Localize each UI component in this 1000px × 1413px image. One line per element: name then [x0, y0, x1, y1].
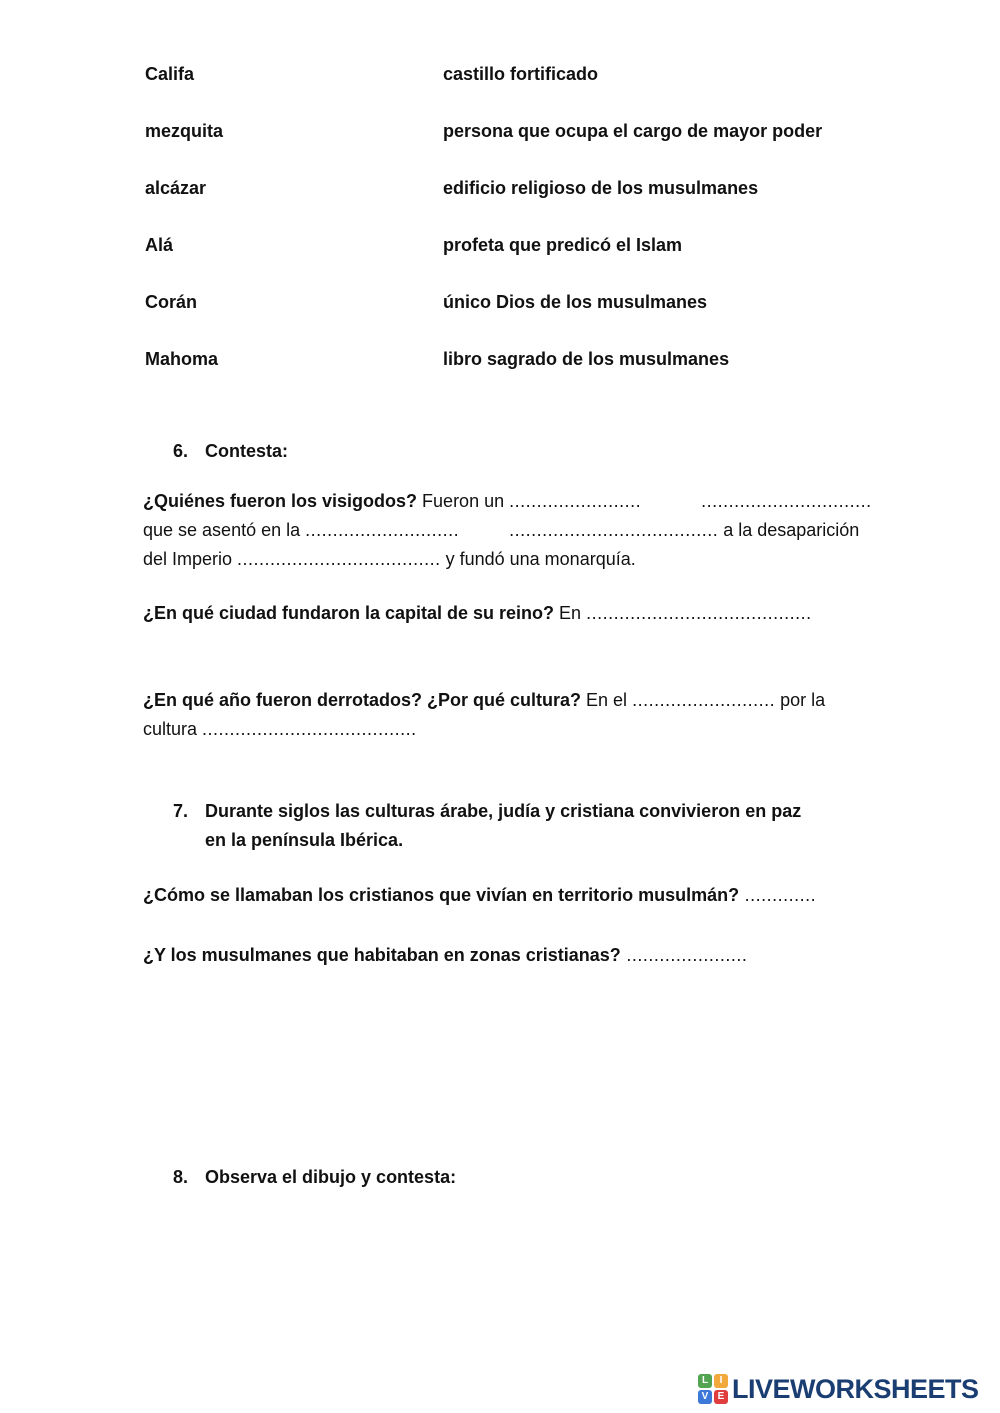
match-term[interactable]: alcázar — [145, 178, 207, 198]
question-mozarabes — [143, 881, 816, 910]
section8-number: 8. — [173, 1167, 189, 1187]
answer-blank[interactable]: ............. — [739, 885, 817, 905]
matching-exercise — [145, 62, 822, 371]
answer-lead-out: y fundó una monarquía. — [440, 549, 636, 569]
logo-letter-square: L — [698, 1374, 712, 1388]
section7-number: 7. — [173, 801, 189, 821]
answer-blank[interactable]: ......................................... — [586, 603, 812, 623]
section8-title: Observa el dibujo y contesta: — [205, 1167, 457, 1187]
brand-name: LIVEWORKSHEETS — [732, 1374, 979, 1404]
logo-letter-square: E — [714, 1390, 728, 1404]
logo-letter-square: V — [698, 1390, 712, 1404]
liveworksheets-logo[interactable] — [698, 1374, 979, 1404]
section7-title — [205, 797, 801, 855]
matching-row — [145, 119, 822, 143]
answer-lead-in: que se asentó en la — [143, 520, 306, 540]
answer-blank[interactable]: ...................................... — [509, 520, 719, 540]
matching-row — [145, 347, 822, 371]
match-definition[interactable]: castillo fortificado — [443, 64, 599, 84]
section7-title-line2: en la península Ibérica. — [205, 830, 404, 850]
answer-lead-in: Fueron un — [417, 491, 510, 511]
answer-blank[interactable]: .......................... — [632, 690, 776, 710]
question-text: ¿Quiénes fueron los visigodos? — [143, 491, 418, 511]
section6-number: 6. — [173, 441, 189, 461]
answer-blank[interactable]: ..................................... — [237, 549, 441, 569]
section7-title-line1: Durante siglos las culturas árabe, judía y cristiana convivieron en paz — [205, 801, 802, 821]
question-mudejares — [143, 941, 747, 970]
question-text: ¿Cómo se llamaban los cristianos que vivían en territorio musulmán? — [143, 885, 740, 905]
question-visigodos — [143, 487, 872, 574]
answer-lead-in: En — [554, 603, 587, 623]
match-definition[interactable]: único Dios de los musulmanes — [443, 292, 708, 312]
answer-blank[interactable]: ............................ — [305, 520, 460, 540]
match-term[interactable]: Califa — [145, 64, 195, 84]
question-derrotados — [143, 686, 825, 744]
match-definition[interactable]: edificio religioso de los musulmanes — [443, 178, 759, 198]
answer-lead-in: del Imperio — [143, 549, 238, 569]
logo-letter-square: I — [714, 1374, 728, 1388]
answer-blank[interactable]: ....................................... — [202, 719, 417, 739]
answer-blank[interactable]: ............................... — [701, 491, 872, 511]
answer-lead-in: cultura — [143, 719, 203, 739]
answer-lead-out: por la — [775, 690, 826, 710]
match-term[interactable]: mezquita — [145, 121, 224, 141]
matching-row — [145, 176, 822, 200]
answer-blank[interactable]: ........................ — [509, 491, 642, 511]
liveworksheets-grid-icon — [698, 1374, 728, 1404]
answer-blank[interactable]: ...................... — [620, 945, 748, 965]
match-term[interactable]: Alá — [145, 235, 174, 255]
match-definition[interactable]: persona que ocupa el cargo de mayor poder — [443, 121, 823, 141]
match-term[interactable]: Corán — [145, 292, 198, 312]
match-term[interactable]: Mahoma — [145, 349, 219, 369]
section6-heading — [173, 437, 288, 466]
question-text: ¿En qué ciudad fundaron la capital de su reino? — [143, 603, 555, 623]
section7-heading — [173, 797, 801, 855]
matching-row — [145, 233, 822, 257]
match-definition[interactable]: libro sagrado de los musulmanes — [443, 349, 730, 369]
match-definition[interactable]: profeta que predicó el Islam — [443, 235, 683, 255]
answer-lead-out: a la desaparición — [718, 520, 860, 540]
question-capital — [143, 599, 812, 628]
section6-title: Contesta: — [205, 441, 289, 461]
matching-row — [145, 62, 822, 86]
question-text: ¿En qué año fueron derrotados? ¿Por qué cultura? — [143, 690, 582, 710]
question-text: ¿Y los musulmanes que habitaban en zonas cristianas? — [143, 945, 621, 965]
section8-heading — [173, 1163, 456, 1192]
answer-lead-in: En el — [581, 690, 633, 710]
matching-row — [145, 290, 822, 314]
